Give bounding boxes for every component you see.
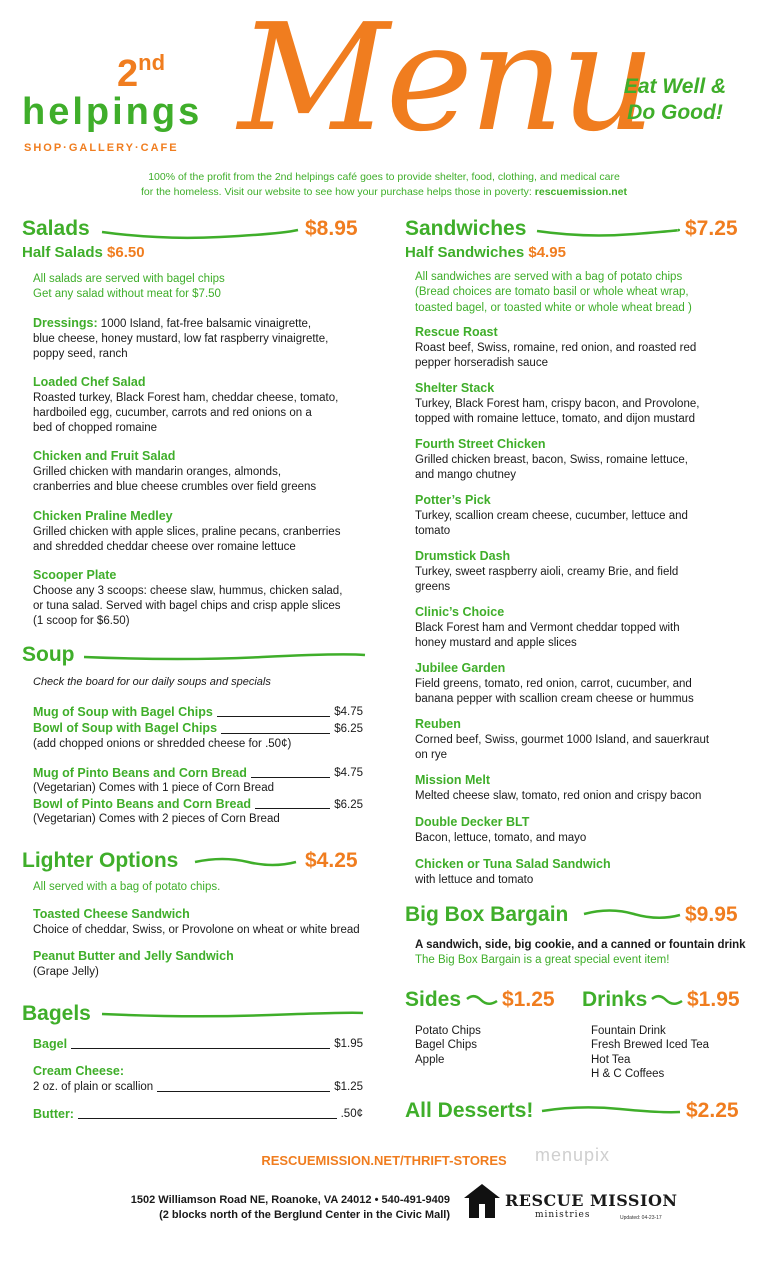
- half-sandwiches: Half Sandwiches $4.95: [405, 244, 566, 261]
- sides-price: $1.25: [502, 988, 555, 1011]
- sandwich-item-clinics-choice: Clinic’s Choice Black Forest ham and Vermont cheddar topped with honey mustard and apple slices: [415, 605, 680, 649]
- footer-url[interactable]: RESCUEMISSION.NET/THRIFT-STORES: [261, 1153, 507, 1168]
- list-item: Potato Chips: [415, 1025, 481, 1037]
- bean-row-bowl: Bowl of Pinto Beans and Corn Bread $6.25: [33, 797, 363, 812]
- list-item: Fountain Drink: [591, 1025, 666, 1037]
- salad-item-chicken-fruit: Chicken and Fruit Salad Grilled chicken with mandarin oranges, almonds, cranberries and blue cheese crumbles over field greens: [33, 449, 317, 493]
- lighter-item-toasted: Toasted Cheese Sandwich Choice of cheddar, Swiss, or Provolone on wheat or white bread: [33, 907, 360, 936]
- list-item: Apple: [415, 1053, 445, 1066]
- sandwiches-title: Sandwiches: [405, 217, 527, 240]
- lighter-title: Lighter Options: [22, 849, 179, 872]
- list-item: Fresh Brewed Iced Tea: [591, 1039, 710, 1052]
- watermark: menupix: [535, 1145, 611, 1165]
- salads-swoosh: [100, 224, 300, 244]
- lighter-note: All served with a bag of potato chips.: [33, 881, 221, 893]
- page-title: Menu: [238, 0, 652, 164]
- sandwich-item-rescue-roast: Rescue Roast Roast beef, Swiss, romaine, red onion, and roasted red pepper horseradish sauce: [415, 325, 697, 369]
- salad-item-loaded-chef: Loaded Chef Salad Roasted turkey, Black Forest ham, cheddar cheese, tomato, hardboiled egg, cucumber, carrots and red onions on a bed of chopped romaine: [33, 375, 339, 434]
- lighter-swoosh: [193, 852, 298, 872]
- logo-tagline: SHOP·GALLERY·CAFE: [24, 142, 179, 154]
- desserts-price: $2.25: [686, 1099, 739, 1122]
- soup-swoosh: [82, 647, 367, 667]
- bigbox-desc: A sandwich, side, big cookie, and a canned or fountain drink: [415, 939, 746, 951]
- salad-item-praline: Chicken Praline Medley Grilled chicken with apple slices, praline pecans, cranberries and shredded cheddar cheese over romaine lettuce: [33, 509, 341, 553]
- soup-title: Soup: [22, 643, 75, 666]
- bagel-row: Bagel $1.95: [33, 1037, 363, 1051]
- list-item: H & C Coffees: [591, 1068, 665, 1081]
- bagels-swoosh: [100, 1005, 365, 1025]
- bean-rows: Mug of Pinto Beans and Corn Bread $4.75 (Vegetarian) Comes with 1 piece of Corn Bread Bowl of Pinto Beans and Corn Bread $6.25 (Vegetarian) Comes with 2 pieces of Corn Bread: [33, 766, 363, 826]
- bean-row-mug: Mug of Pinto Beans and Corn Bread $4.75: [33, 766, 363, 780]
- sandwiches-swoosh: [535, 222, 680, 242]
- bagel-rows: Bagel $1.95 Cream Cheese: 2 oz. of plain or scallion $1.25 Butter: .50¢: [33, 1037, 363, 1121]
- lighter-price: $4.25: [305, 849, 358, 872]
- half-salads: Half Salads $6.50: [22, 244, 145, 261]
- salad-item-scooper: Scooper Plate Choose any 3 scoops: cheese slaw, hummus, chicken salad, or tuna salad. Served with bagel chips and crisp apple slices (1 scoop for $6.50): [33, 568, 343, 627]
- org-sub: ministries: [535, 1210, 591, 1220]
- sandwich-item-shelter-stack: Shelter Stack Turkey, Black Forest ham, crispy bacon, and Provolone, topped with romaine lettuce, tomato, and dijon mustard: [415, 381, 700, 425]
- updated-date: Updated: 04-23-17: [620, 1215, 662, 1221]
- drinks-list: [591, 1024, 709, 1082]
- salads-notes: All salads are served with bagel chips Get any salad without meat for $7.50: [33, 273, 225, 301]
- bigbox-swoosh: [582, 904, 682, 924]
- sandwiches-notes: All sandwiches are served with a bag of potato chips (Bread choices are tomato basil or whole wheat wrap, toasted bagel, or toasted white or whole wheat bread ): [415, 271, 692, 314]
- sandwich-item-salad-sandwich: Chicken or Tuna Salad Sandwich with lettuce and tomato: [415, 857, 611, 886]
- cream-cheese-row: 2 oz. of plain or scallion $1.25: [33, 1080, 363, 1093]
- rescue-mission-logo-icon: [462, 1180, 502, 1220]
- drinks-price: $1.95: [687, 988, 740, 1011]
- sandwich-item-reuben: Reuben Corned beef, Swiss, gourmet 1000 Island, and sauerkraut on rye: [415, 717, 710, 761]
- sandwich-item-fourth-street: Fourth Street Chicken Grilled chicken breast, bacon, Swiss, romaine lettuce, and mango chutney: [415, 437, 688, 481]
- website-link[interactable]: rescuemission.net: [534, 186, 627, 199]
- soup-row-bowl: Bowl of Soup with Bagel Chips $6.25: [33, 721, 363, 736]
- salads-price: $8.95: [305, 217, 358, 240]
- bigbox-price: $9.95: [685, 903, 738, 926]
- salads-title: Salads: [22, 217, 90, 240]
- drinks-swoosh: [650, 992, 684, 1010]
- sandwiches-price: $7.25: [685, 217, 738, 240]
- bigbox-note: The Big Box Bargain is a great special event item!: [415, 954, 670, 966]
- address: 1502 Williamson Road NE, Roanoke, VA 24012 • 540-491-9409 (2 blocks north of the Berglund Center in the Civic Mall): [130, 1194, 450, 1221]
- intro-text: 100% of the profit from the 2nd helpings café goes to provide shelter, food, clothing, and medical care for the homeless. Visit our website to see how your purchase helps those in poverty: rescuemission.net: [141, 171, 627, 199]
- logo-2nd: 2nd: [117, 50, 166, 95]
- bagels-title: Bagels: [22, 1002, 91, 1025]
- soup-note: Check the board for our daily soups and specials: [33, 676, 271, 688]
- slogan: Eat Well & Do Good!: [623, 75, 727, 124]
- lighter-item-pbj: Peanut Butter and Jelly Sandwich (Grape Jelly): [33, 949, 234, 978]
- desserts-swoosh: [540, 1100, 682, 1120]
- drinks-title: Drinks: [582, 988, 648, 1011]
- logo-helpings: helpings: [22, 91, 203, 133]
- sandwich-item-drumstick: Drumstick Dash Turkey, sweet raspberry aioli, creamy Brie, and field greens: [415, 549, 679, 593]
- desserts-title: All Desserts!: [405, 1099, 534, 1122]
- sandwich-item-jubilee: Jubilee Garden Field greens, tomato, red onion, carrot, cucumber, and banana pepper with scallion cream cheese or hummus: [415, 661, 694, 705]
- sandwich-item-potters-pick: Potter’s Pick Turkey, scallion cream cheese, cucumber, lettuce and tomato: [415, 493, 688, 537]
- sandwich-item-blt: Double Decker BLT Bacon, lettuce, tomato, and mayo: [415, 815, 587, 844]
- sides-title: Sides: [405, 988, 462, 1011]
- soup-row-mug: Mug of Soup with Bagel Chips $4.75: [33, 705, 363, 719]
- sandwich-item-mission-melt: Mission Melt Melted cheese slaw, tomato, red onion and crispy bacon: [415, 773, 702, 802]
- butter-row: Butter: .50¢: [33, 1106, 363, 1121]
- soup-rows: Mug of Soup with Bagel Chips $4.75 Bowl of Soup with Bagel Chips $6.25 (add chopped onions or shredded cheese for .50¢): [33, 705, 363, 750]
- org-name: RESCUE MISSION: [505, 1191, 678, 1210]
- bigbox-title: Big Box Bargain: [405, 903, 569, 926]
- list-item: Hot Tea: [591, 1053, 631, 1066]
- dressings: Dressings: 1000 Island, fat-free balsamic vinaigrette, blue cheese, honey mustard, low fat raspberry vinaigrette, poppy seed, ranch: [33, 316, 329, 360]
- list-item: Bagel Chips: [415, 1039, 478, 1052]
- sides-list: [415, 1024, 481, 1067]
- sides-swoosh: [465, 992, 499, 1010]
